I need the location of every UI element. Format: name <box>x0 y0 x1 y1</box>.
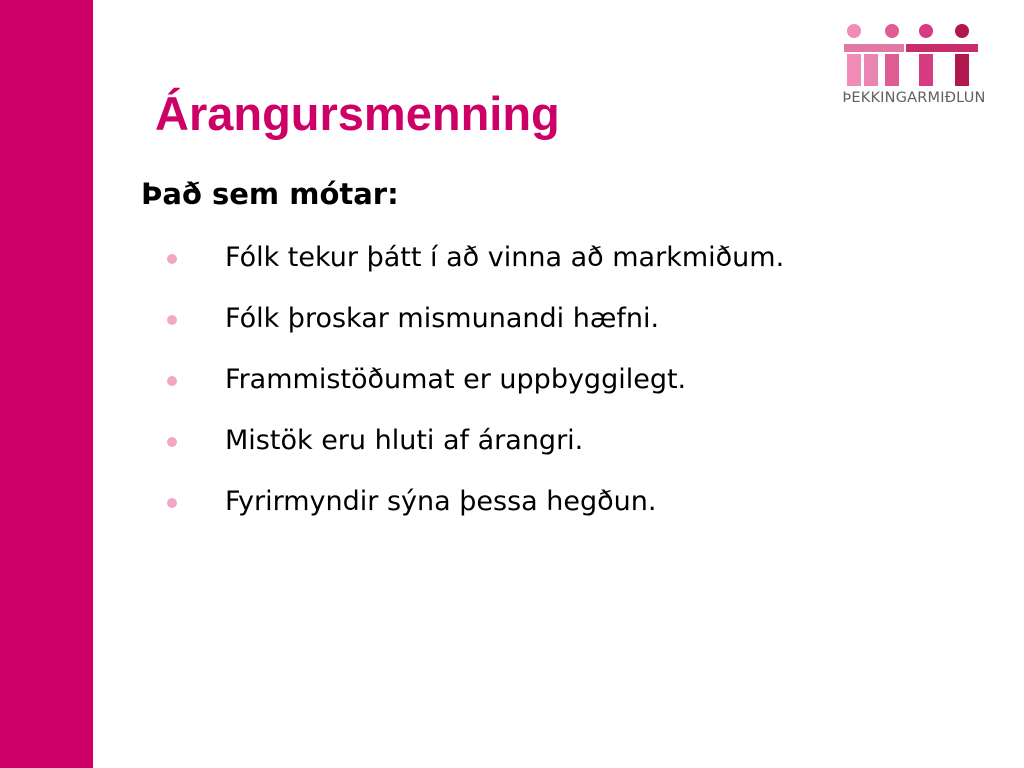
bullet-dot-icon <box>167 254 177 264</box>
bullet-text: Fólk tekur þátt í að vinna að markmiðum. <box>225 242 785 273</box>
slide-subtitle: Það sem mótar: <box>141 177 399 211</box>
bullet-text: Mistök eru hluti af árangri. <box>225 425 584 456</box>
list-item <box>0 236 960 280</box>
list-item <box>0 358 960 402</box>
bullet-dot-icon <box>167 315 177 325</box>
list-item <box>0 419 960 463</box>
company-logo <box>828 20 1003 115</box>
bullet-dot-icon <box>167 376 177 386</box>
slide-title: Árangursmenning <box>155 87 560 140</box>
bullet-text: Fólk þroskar mismunandi hæfni. <box>225 303 660 334</box>
four-pillar-people-logo-icon <box>844 20 984 86</box>
bullet-text: Frammistöðumat er uppbyggilegt. <box>225 364 687 395</box>
logo-wordmark: ÞEKKINGARMIÐLUN <box>842 90 986 106</box>
bullet-dot-icon <box>167 437 177 447</box>
bullet-dot-icon <box>167 498 177 508</box>
list-item <box>0 297 960 341</box>
list-item <box>0 480 960 524</box>
bullet-text: Fyrirmyndir sýna þessa hegðun. <box>225 486 657 517</box>
